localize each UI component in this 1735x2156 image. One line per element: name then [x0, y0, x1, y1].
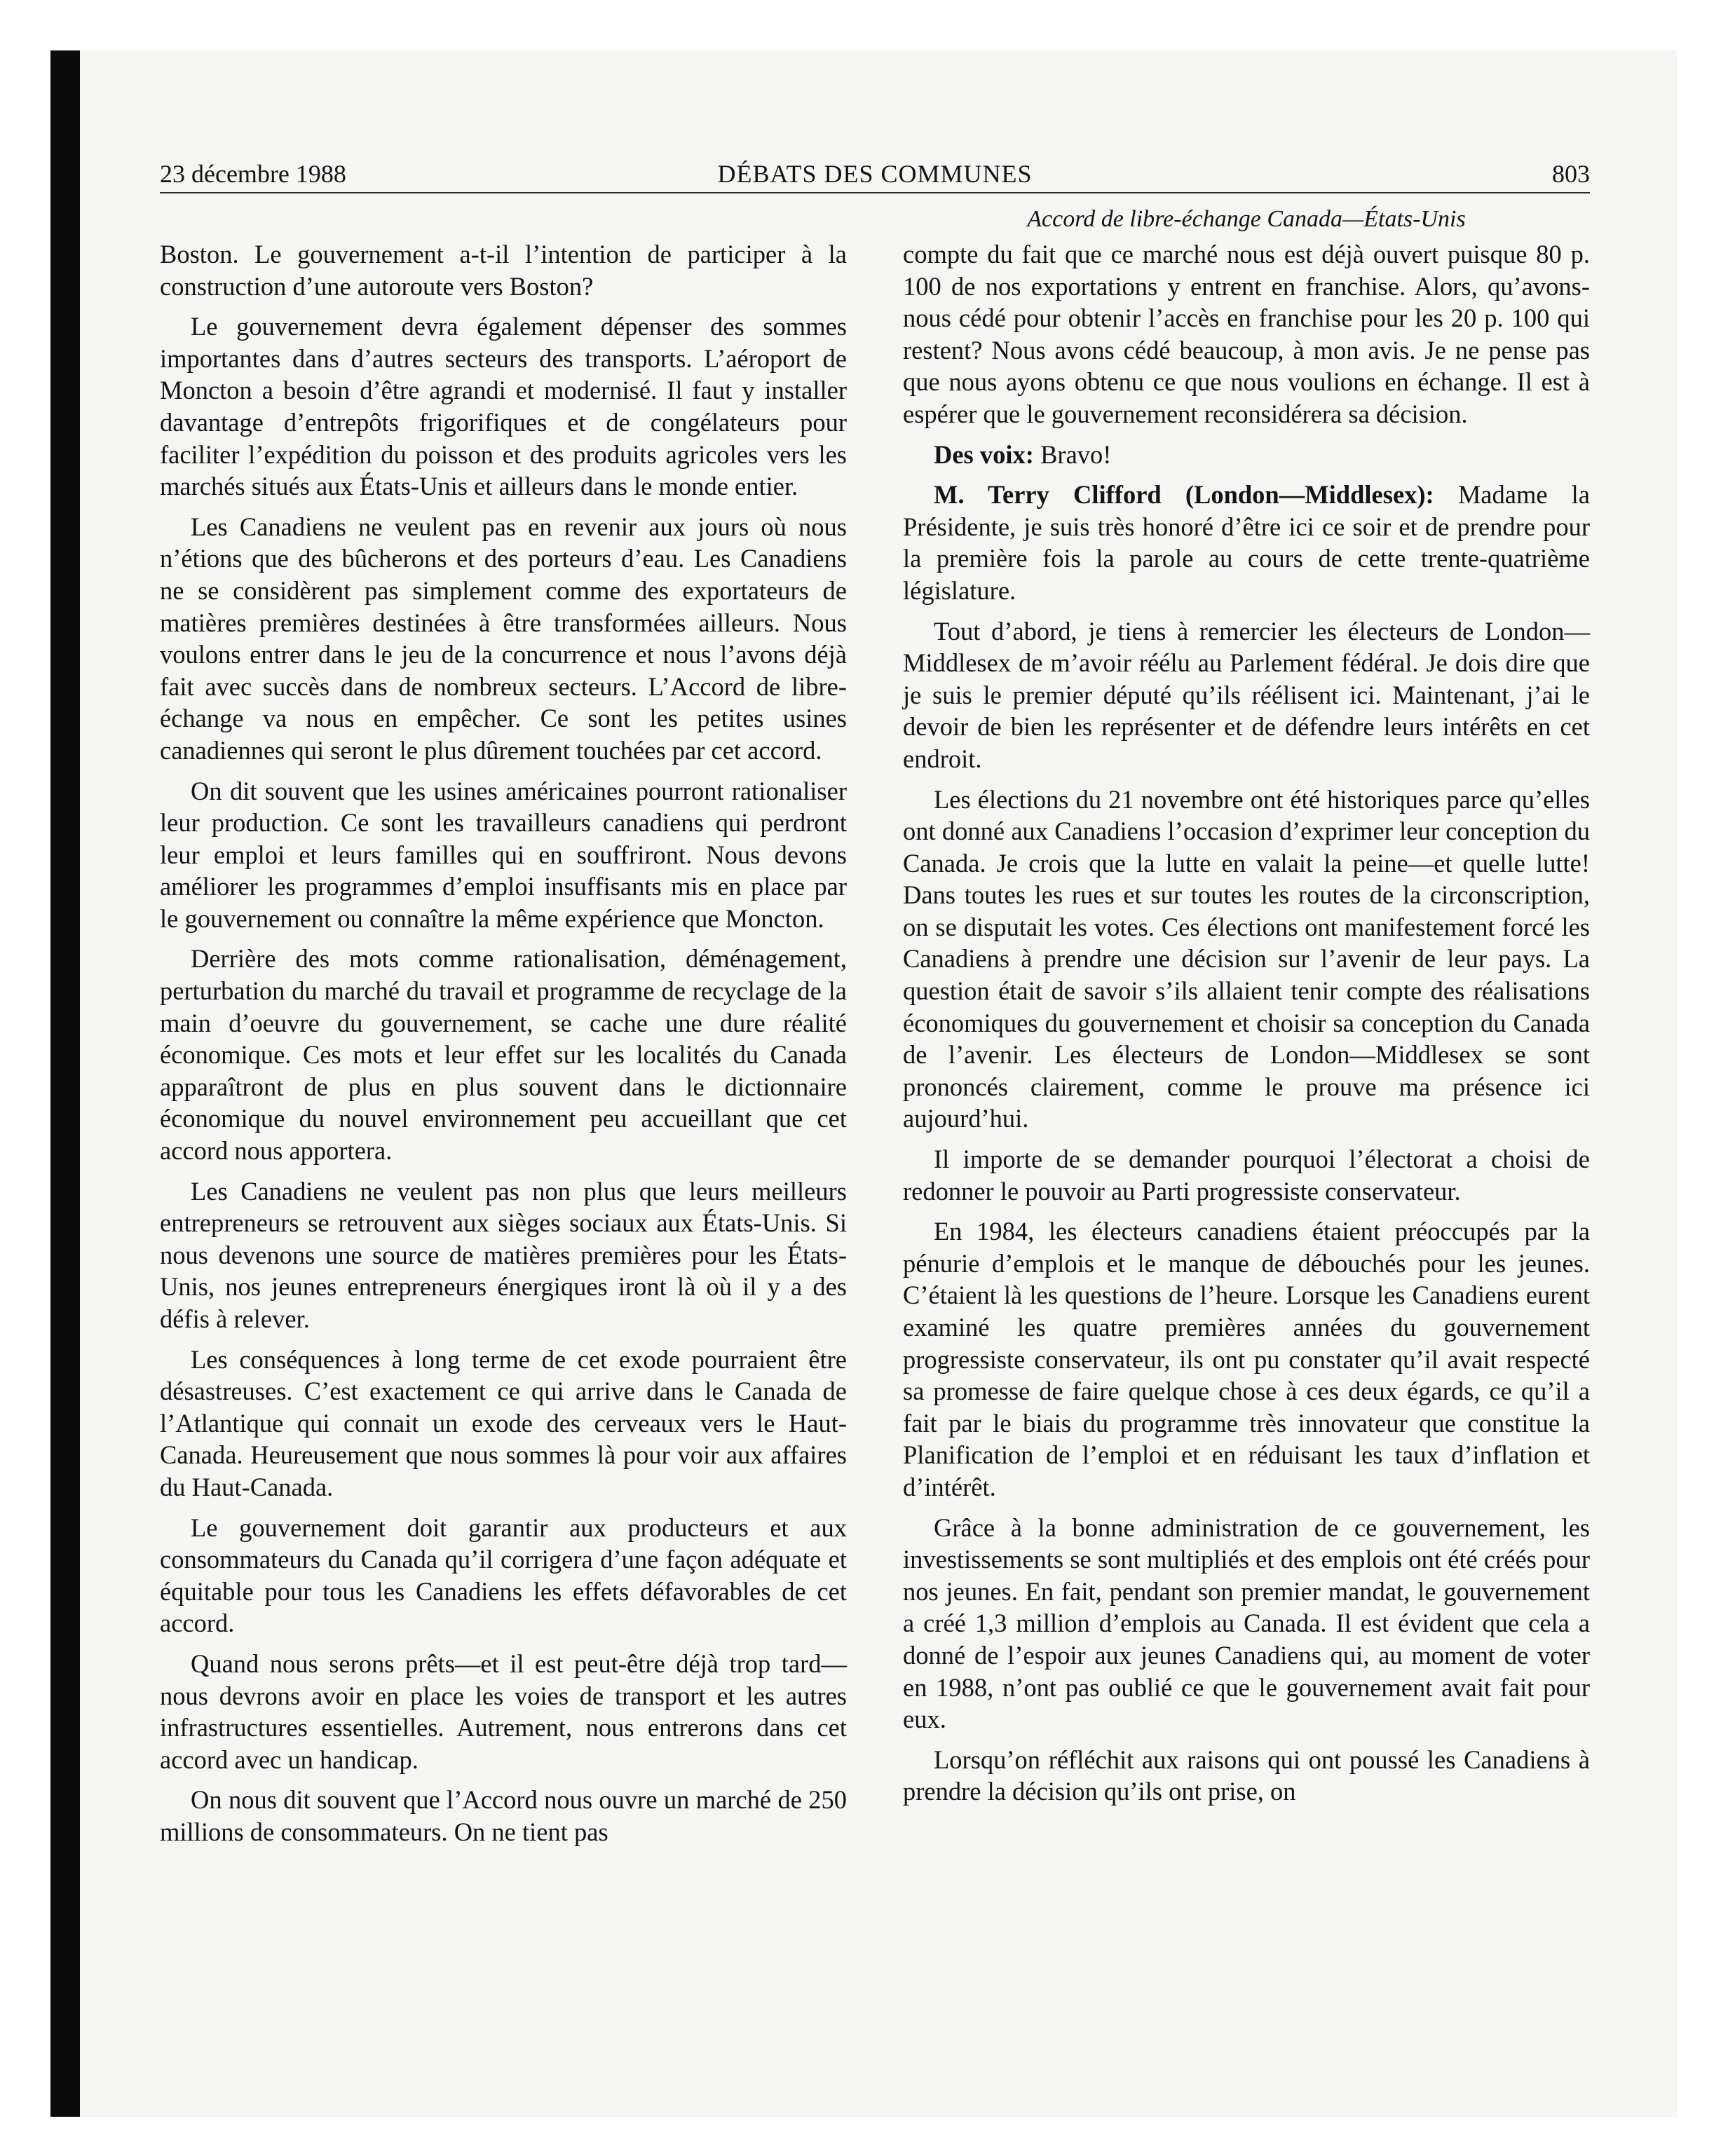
paragraph: On nous dit souvent que l’Accord nous ouvre un marché de 250 millions de consommateurs. On ne tient pas — [160, 1785, 847, 1846]
paragraph: Le gouvernement doit garantir aux producteurs et aux consommateurs du Canada qu’il corrigera d’une façon adéquate et équitable pour tous les Canadiens les effets défavorables de cet accord. — [160, 1513, 847, 1638]
paragraph: Quand nous serons prêts—et il est peut-être déjà trop tard— nous devrons avoir en place les voies de transport et les autres infrastructures essentielles. Autrement, nous entrerons dans cet accord avec un handicap. — [160, 1649, 847, 1774]
speaker-label: Des voix: — [934, 439, 1034, 469]
paragraph: compte du fait que ce marché nous est déjà ouvert puisque 80 p. 100 de nos exportations y entrent en franchise. Alors, qu’avons-nous cédé pour obtenir l’accès en franchise pour les 20 p. 100 qui restent? Nous avons cédé beaucoup, à mon avis. Je ne pense pas que nous ayons obtenu ce que nous voulions en échange. Il est à espérer que le gouvernement reconsidérera sa décision. — [903, 240, 1590, 428]
running-header — [160, 156, 1590, 193]
page-number: 803 — [1552, 160, 1590, 188]
speaker-paragraph — [903, 439, 1590, 471]
paragraph: Les conséquences à long terme de cet exode pourraient être désastreuses. C’est exactement ce qui arrive dans le Canada de l’Atlantique qui connait un exode des cerveaux vers le Haut-Canada. Heureusement que nous sommes là pour voir aux affaires du Haut-Canada. — [160, 1344, 847, 1501]
paragraph: On dit souvent que les usines américaines pourront rationaliser leur production. Ce sont les travailleurs canadiens qui perdront leur emploi et leurs familles qui en souffriront. Nous devons améliorer les programmes d’emploi insuffisants mis en place par le gouvernement ou connaître la même expérience que Moncton. — [160, 776, 847, 933]
right-column — [903, 238, 1590, 1816]
speaker-paragraph — [903, 479, 1590, 606]
paragraph: Boston. Le gouvernement a-t-il l’intention de participer à la construction d’une autoroute vers Boston? — [160, 240, 847, 301]
paragraph: En 1984, les électeurs canadiens étaient préoccupés par la pénurie d’emplois et le manque de débouchés pour les jeunes. C’étaient là les questions de l’heure. Lorsque les Canadiens eurent examiné les quatre premières années du gouvernement progressiste conservateur, ils ont pu constater qu’il avait respecté sa promesse de faire quelque chose à ces deux égards, ce qu’il a fait par le biais du programme très innovateur que constitue la Planification de l’emploi et en réduisant les taux d’inflation et d’intérêt. — [903, 1217, 1590, 1501]
header-date: 23 décembre 1988 — [160, 160, 346, 188]
paragraph: Les élections du 21 novembre ont été historiques parce qu’elles ont donné aux Canadiens l’occasion d’exprimer leur conception du Canada. Je crois que la lutte en valait la peine—et quelle lutte! Dans toutes les rues et sur toutes les routes de la circonscription, on se disputait les votes. Ces élections ont manifestement forcé les Canadiens à prendre une décision sur l’avenir de leur pays. La question était de savoir s’ils allaient tenir compte des réalisations économiques du gouvernement et choisir sa conception du Canada de l’avenir. Les électeurs de London—Middlesex se sont prononcés clairement, comme le prouve ma présence ici aujourd’hui. — [903, 784, 1590, 1133]
binding-edge-shadow — [50, 50, 80, 2117]
paragraph: Les Canadiens ne veulent pas non plus que leurs meilleurs entrepreneurs se retrouvent aux sièges sociaux aux États-Unis. Si nous devenons une source de matières premières pour les États-Unis, nos jeunes entrepreneurs énergiques iront là où il y a des défis à relever. — [160, 1176, 847, 1333]
speech-text: Madame la Présidente, je suis très honoré d’être ici ce soir et de prendre pour la première fois la parole au cours de cette trente-quatrième législature. — [903, 480, 1590, 605]
paragraph: Derrière des mots comme rationalisation, déménagement, perturbation du marché du travail et programme de recyclage de la main d’oeuvre du gouvernement, se cache une dure réalité économique. Ces mots et leur effet sur les localités du Canada apparaîtront de plus en plus souvent dans le dictionnaire économique du nouvel environnement peu accueillant que cet accord nous apportera. — [160, 944, 847, 1166]
paragraph: Les Canadiens ne veulent pas en revenir aux jours où nous n’étions que des bûcherons et des porteurs d’eau. Les Canadiens ne se considèrent pas simplement comme des exportateurs de matières premières destinées à être transformées ailleurs. Nous voulons entrer dans le jeu de la concurrence et nous l’avons déjà fait avec succès dans de nombreux secteurs. L’Accord de libre-échange va nous en empêcher. Ce sont les petites usines canadiennes qui seront le plus dûrement touchées par cet accord. — [160, 512, 847, 765]
paragraph: Grâce à la bonne administration de ce gouvernement, les investissements se sont multipliés et des emplois ont été créés pour nos jeunes. En fait, pendant son premier mandat, le gouvernement a créé 1,3 million d’emplois au Canada. Il est évident que cela a donné de l’espoir aux jeunes Canadiens qui, au moment de voter en 1988, n’ont pas oublié ce que le gouvernement avait fait pour eux. — [903, 1513, 1590, 1734]
paragraph: Lorsqu’on réfléchit aux raisons qui ont poussé les Canadiens à prendre la décision qu’ils ont prise, on — [903, 1745, 1590, 1806]
section-subheader: Accord de libre-échange Canada—États-Unis — [1027, 206, 1466, 232]
document-page — [160, 156, 1590, 1846]
paragraph: Tout d’abord, je tiens à remercier les électeurs de London—Middlesex de m’avoir réélu au Parlement fédéral. Je dois dire que je suis le premier député qu’ils réélisent ici. Maintenant, j’ai le devoir de bien les représenter et de défendre leurs intérêts en cet endroit. — [903, 616, 1590, 773]
header-title: DÉBATS DES COMMUNES — [717, 160, 1033, 188]
paragraph: Le gouvernement devra également dépenser des sommes importantes dans d’autres secteurs des transports. L’aéroport de Moncton a besoin d’être agrandi et modernisé. Il faut y installer davantage d’entrepôts frigorifiques et de congélateurs pour faciliter l’expédition du poisson et des produits agricoles vers les marchés situés aux États-Unis et ailleurs dans le monde entier. — [160, 312, 847, 501]
speaker-label: M. Terry Clifford (London—Middlesex): — [934, 480, 1434, 510]
speech-text: Bravo! — [1033, 439, 1112, 469]
paragraph: Il importe de se demander pourquoi l’électorat a choisi de redonner le pouvoir au Parti progressiste conservateur. — [903, 1145, 1590, 1206]
left-column — [160, 238, 847, 1857]
